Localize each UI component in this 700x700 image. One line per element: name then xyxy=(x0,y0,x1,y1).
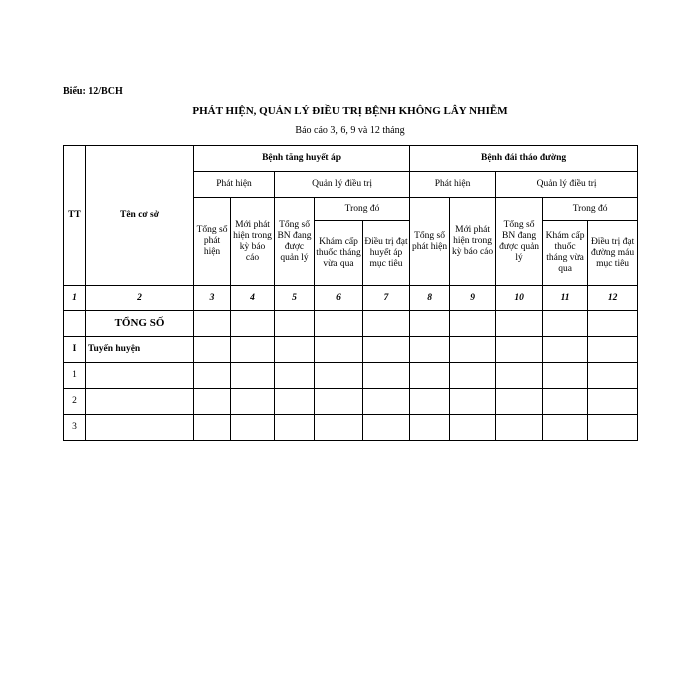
data-cell[interactable] xyxy=(363,311,410,337)
header-ht-new-detected: Mới phát hiện trong kỳ báo cáo xyxy=(231,198,275,286)
data-cell[interactable] xyxy=(588,337,638,363)
data-cell[interactable] xyxy=(315,337,363,363)
data-cell[interactable] xyxy=(496,415,543,441)
header-ht-of-which: Trong đó xyxy=(315,198,410,221)
table-row xyxy=(64,415,638,441)
header-dm-total-managed: Tổng số BN đang được quản lý xyxy=(496,198,543,286)
header-ht-target-reached: Điều trị đạt huyết áp mục tiêu xyxy=(363,221,410,286)
col-number: 6 xyxy=(315,286,363,311)
col-number: 11 xyxy=(543,286,588,311)
data-cell[interactable] xyxy=(410,389,450,415)
header-tt: TT xyxy=(64,146,86,286)
header-ht-total-detected: Tổng số phát hiện xyxy=(194,198,231,286)
header-ht-total-managed: Tổng số BN đang được quản lý xyxy=(275,198,315,286)
table-row-total xyxy=(64,311,638,337)
col-number: 8 xyxy=(410,286,450,311)
data-cell[interactable] xyxy=(410,311,450,337)
col-number: 3 xyxy=(194,286,231,311)
data-cell[interactable] xyxy=(363,337,410,363)
data-cell[interactable] xyxy=(410,363,450,389)
header-ht-monthly-visit: Khám cấp thuốc tháng vừa qua xyxy=(315,221,363,286)
row-name[interactable] xyxy=(86,363,194,389)
data-cell[interactable] xyxy=(543,337,588,363)
data-cell[interactable] xyxy=(275,389,315,415)
header-hypertension-management: Quản lý điều trị xyxy=(275,172,410,198)
data-cell[interactable] xyxy=(315,311,363,337)
data-cell[interactable] xyxy=(496,363,543,389)
data-cell[interactable] xyxy=(410,415,450,441)
data-cell[interactable] xyxy=(231,363,275,389)
data-cell[interactable] xyxy=(496,337,543,363)
table-row xyxy=(64,389,638,415)
data-cell[interactable] xyxy=(194,363,231,389)
col-number: 7 xyxy=(363,286,410,311)
data-cell[interactable] xyxy=(450,337,496,363)
data-cell[interactable] xyxy=(363,415,410,441)
header-dm-target-reached: Điều trị đạt đường máu mục tiêu xyxy=(588,221,638,286)
data-cell[interactable] xyxy=(275,311,315,337)
report-subtitle: Báo cáo 3, 6, 9 và 12 tháng xyxy=(295,125,405,136)
row-name[interactable] xyxy=(86,389,194,415)
data-cell[interactable] xyxy=(194,389,231,415)
report-table xyxy=(63,145,638,441)
row-tt: 3 xyxy=(64,415,86,441)
row-tt: 2 xyxy=(64,389,86,415)
data-cell[interactable] xyxy=(543,363,588,389)
data-cell[interactable] xyxy=(315,363,363,389)
data-cell[interactable] xyxy=(231,311,275,337)
header-diabetes-management: Quản lý điều trị xyxy=(496,172,638,198)
col-number: 1 xyxy=(64,286,86,311)
data-cell[interactable] xyxy=(588,311,638,337)
data-cell[interactable] xyxy=(588,363,638,389)
data-cell[interactable] xyxy=(231,337,275,363)
col-number: 2 xyxy=(86,286,194,311)
data-cell[interactable] xyxy=(410,337,450,363)
header-diabetes-detected: Phát hiện xyxy=(410,172,496,198)
col-number: 4 xyxy=(231,286,275,311)
header-facility-name: Tên cơ sở xyxy=(86,146,194,286)
data-cell[interactable] xyxy=(194,311,231,337)
col-number: 10 xyxy=(496,286,543,311)
data-cell[interactable] xyxy=(194,415,231,441)
data-cell[interactable] xyxy=(194,337,231,363)
col-number: 12 xyxy=(588,286,638,311)
header-dm-monthly-visit: Khám cấp thuốc tháng vừa qua xyxy=(543,221,588,286)
data-cell[interactable] xyxy=(588,389,638,415)
data-cell[interactable] xyxy=(231,415,275,441)
row-name[interactable] xyxy=(86,415,194,441)
data-cell[interactable] xyxy=(543,311,588,337)
data-cell[interactable] xyxy=(496,311,543,337)
row-tt xyxy=(64,311,86,337)
header-diabetes: Bệnh đái tháo đường xyxy=(410,146,638,172)
row-name-total: TỔNG SỐ xyxy=(86,311,194,337)
row-tt: 1 xyxy=(64,363,86,389)
data-cell[interactable] xyxy=(315,389,363,415)
header-hypertension-detected: Phát hiện xyxy=(194,172,275,198)
header-hypertension: Bệnh tăng huyết áp xyxy=(194,146,410,172)
data-cell[interactable] xyxy=(450,363,496,389)
row-name-district: Tuyến huyện xyxy=(86,337,194,363)
data-cell[interactable] xyxy=(496,389,543,415)
data-cell[interactable] xyxy=(450,311,496,337)
row-tt: I xyxy=(64,337,86,363)
data-cell[interactable] xyxy=(231,389,275,415)
col-number: 9 xyxy=(450,286,496,311)
table-row xyxy=(64,363,638,389)
data-cell[interactable] xyxy=(543,415,588,441)
data-cell[interactable] xyxy=(275,363,315,389)
header-dm-of-which: Trong đó xyxy=(543,198,638,221)
data-cell[interactable] xyxy=(588,415,638,441)
data-cell[interactable] xyxy=(275,415,315,441)
table-row-district xyxy=(64,337,638,363)
form-code: Biểu: 12/BCH xyxy=(63,86,123,97)
data-cell[interactable] xyxy=(275,337,315,363)
data-cell[interactable] xyxy=(315,415,363,441)
data-cell[interactable] xyxy=(450,389,496,415)
data-cell[interactable] xyxy=(450,415,496,441)
col-number: 5 xyxy=(275,286,315,311)
data-cell[interactable] xyxy=(363,389,410,415)
header-dm-new-detected: Mới phát hiện trong kỳ báo cáo xyxy=(450,198,496,286)
header-dm-total-detected: Tổng số phát hiện xyxy=(410,198,450,286)
data-cell[interactable] xyxy=(363,363,410,389)
data-cell[interactable] xyxy=(543,389,588,415)
report-title: PHÁT HIỆN, QUẢN LÝ ĐIỀU TRỊ BỆNH KHÔNG LÂY NHIỄM xyxy=(192,105,508,117)
